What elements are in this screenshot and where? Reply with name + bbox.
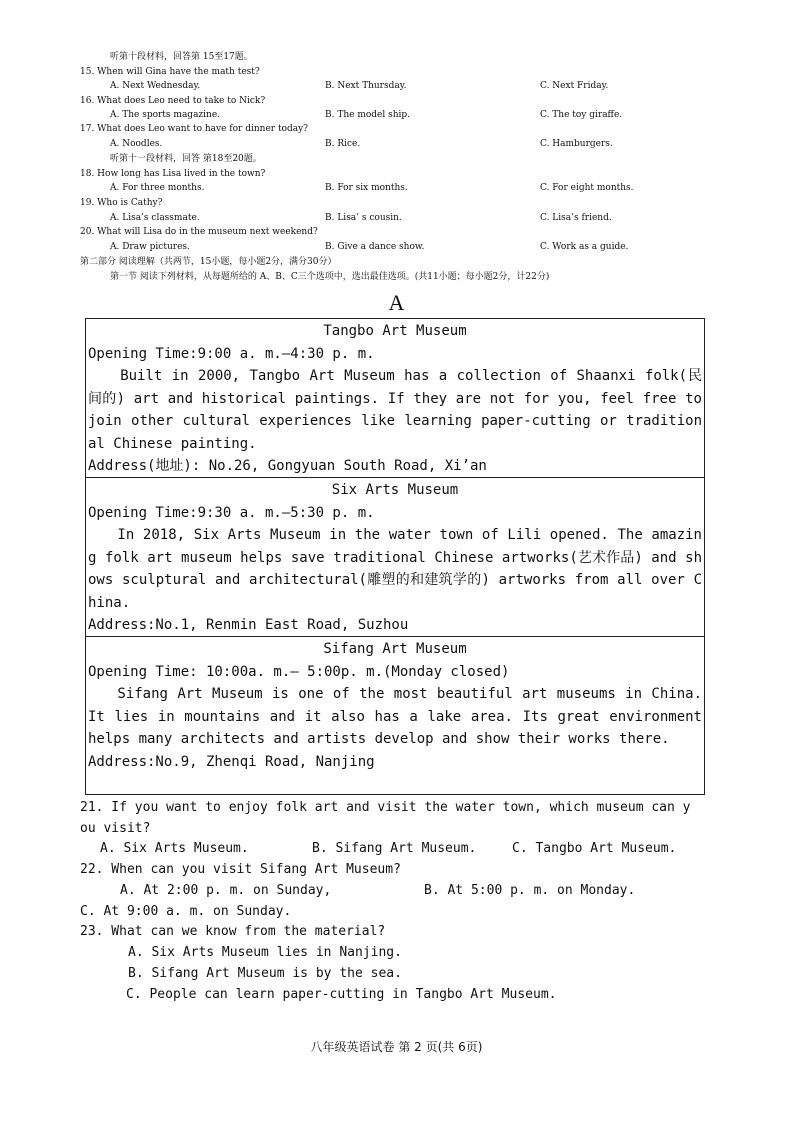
q16-stem: 16. What does Leo need to take to Nick? [80,96,266,106]
q20-option-b: B. Give a dance show. [325,242,425,252]
q21-option-b: B. Sifang Art Museum. [312,841,477,856]
q15-option-b: B. Next Thursday. [325,81,407,91]
q19-stem: 19. Who is Cathy? [80,198,163,208]
museum-address: Address(地址): No.26, Gongyuan South Road, Xi’an [88,458,487,474]
q23-option-b: B. Sifang Art Museum is by the sea. [128,966,402,981]
q17-option-c: C. Hamburgers. [540,139,613,149]
q18-option-a: A. For three months. [110,183,205,193]
museum-hours: Opening Time:9:00 a. m.—4:30 p. m. [88,345,375,362]
q15-stem: 15. When will Gina have the math test? [80,67,260,77]
passage-label: A [388,290,405,315]
museum-cell-six-arts [86,478,704,637]
q17-stem: 17. What does Leo want to have for dinner today? [80,124,309,134]
q16-option-b: B. The model ship. [325,110,411,120]
museum-cell-tangbo [86,319,704,478]
q21-option-a: A. Six Arts Museum. [100,841,249,856]
museum-cell-sifang [86,637,704,794]
q23-option-c: C. People can learn paper-cutting in Tangbo Art Museum. [126,987,557,1002]
section-11-instruction: 听第十一段材料，回答 第18至20题。 [110,154,262,164]
museum-hours: Opening Time: 10:00a. m.— 5:00p. m.(Monday closed) [88,663,510,680]
q22-stem: 22. When can you visit Sifang Art Museum? [80,862,401,877]
museum-address: Address:No.1, Renmin East Road, Suzhou [88,617,409,633]
museum-description: Sifang Art Museum is one of the most beautiful art museums in China. It lies in mountains and it also has a lake area. Its great environment helps many architects and artists develop and show their works there. [88,686,702,747]
q22-option-c: C. At 9:00 a. m. on Sunday. [80,904,292,919]
part2-title: 第二部分 阅读理解（共两节，15小题，每小题2分，满分30分） [80,257,337,267]
q20-option-a: A. Draw pictures. [110,242,190,252]
q16-option-c: C. The toy giraffe. [540,110,623,120]
q18-stem: 18. How long has Lisa lived in the town? [80,169,266,179]
museum-table [85,318,705,795]
q18-option-c: C. For eight months. [540,183,634,193]
q21-stem: 21. If you want to enjoy folk art and visit the water town, which museum can y [80,800,691,815]
q19-option-a: A. Lisa’s classmate. [110,213,200,223]
museum-name: Sifang Art Museum [323,641,467,657]
q18-option-b: B. For six months. [325,183,408,193]
q16-option-a: A. The sports magazine. [110,110,221,120]
museum-description: In 2018, Six Arts Museum in the water town of Lili opened. The amazing folk art museum helps save traditional Chinese artworks(艺术作品) and shows sculptural and architectural(雕塑的和建筑学的) artworks from all over China. [88,527,702,611]
q21-option-c: C. Tangbo Art Museum. [512,841,677,856]
q21-stem-continued: ou visit? [80,821,151,836]
museum-name: Tangbo Art Museum [323,323,467,339]
q19-option-c: C. Lisa’s friend. [540,213,612,223]
q20-stem: 20. What will Lisa do in the museum next weekend? [80,227,318,237]
q22-option-b: B. At 5:00 p. m. on Monday. [424,883,636,898]
q23-option-a: A. Six Arts Museum lies in Nanjing. [128,945,402,960]
museum-hours: Opening Time:9:30 a. m.—5:30 p. m. [88,504,375,521]
q17-option-a: A. Noodles. [110,139,163,149]
q17-option-b: B. Rice. [325,139,361,149]
section-10-instruction: 听第十段材料，回答第 15至17题。 [110,52,253,62]
q23-stem: 23. What can we know from the material? [80,924,386,939]
museum-description: Built in 2000, Tangbo Art Museum has a collection of Shaanxi folk(民间的) art and historical paintings. If they are not for you, feel free to join other cultural experiences like learning paper-cutting or traditional Chinese painting. [88,368,702,452]
q20-option-c: C. Work as a guide. [540,242,629,252]
museum-name: Six Arts Museum [331,482,459,498]
museum-address: Address:No.9, Zhenqi Road, Nanjing [88,753,375,770]
q15-option-c: C. Next Friday. [540,81,609,91]
part2-section1-instruction: 第一节 阅读下列材料，从每题所给的 A、B、C三个选项中，选出最佳选项。(共11小题；每小题2分，计22分) [110,272,550,282]
q19-option-b: B. Lisa’ s cousin. [325,213,402,223]
q22-option-a: A. At 2:00 p. m. on Sunday, [120,883,332,898]
q15-option-a: A. Next Wednesday. [110,81,201,91]
page-footer: 八年级英语试卷 第 2 页(共 6页) [310,1040,483,1054]
